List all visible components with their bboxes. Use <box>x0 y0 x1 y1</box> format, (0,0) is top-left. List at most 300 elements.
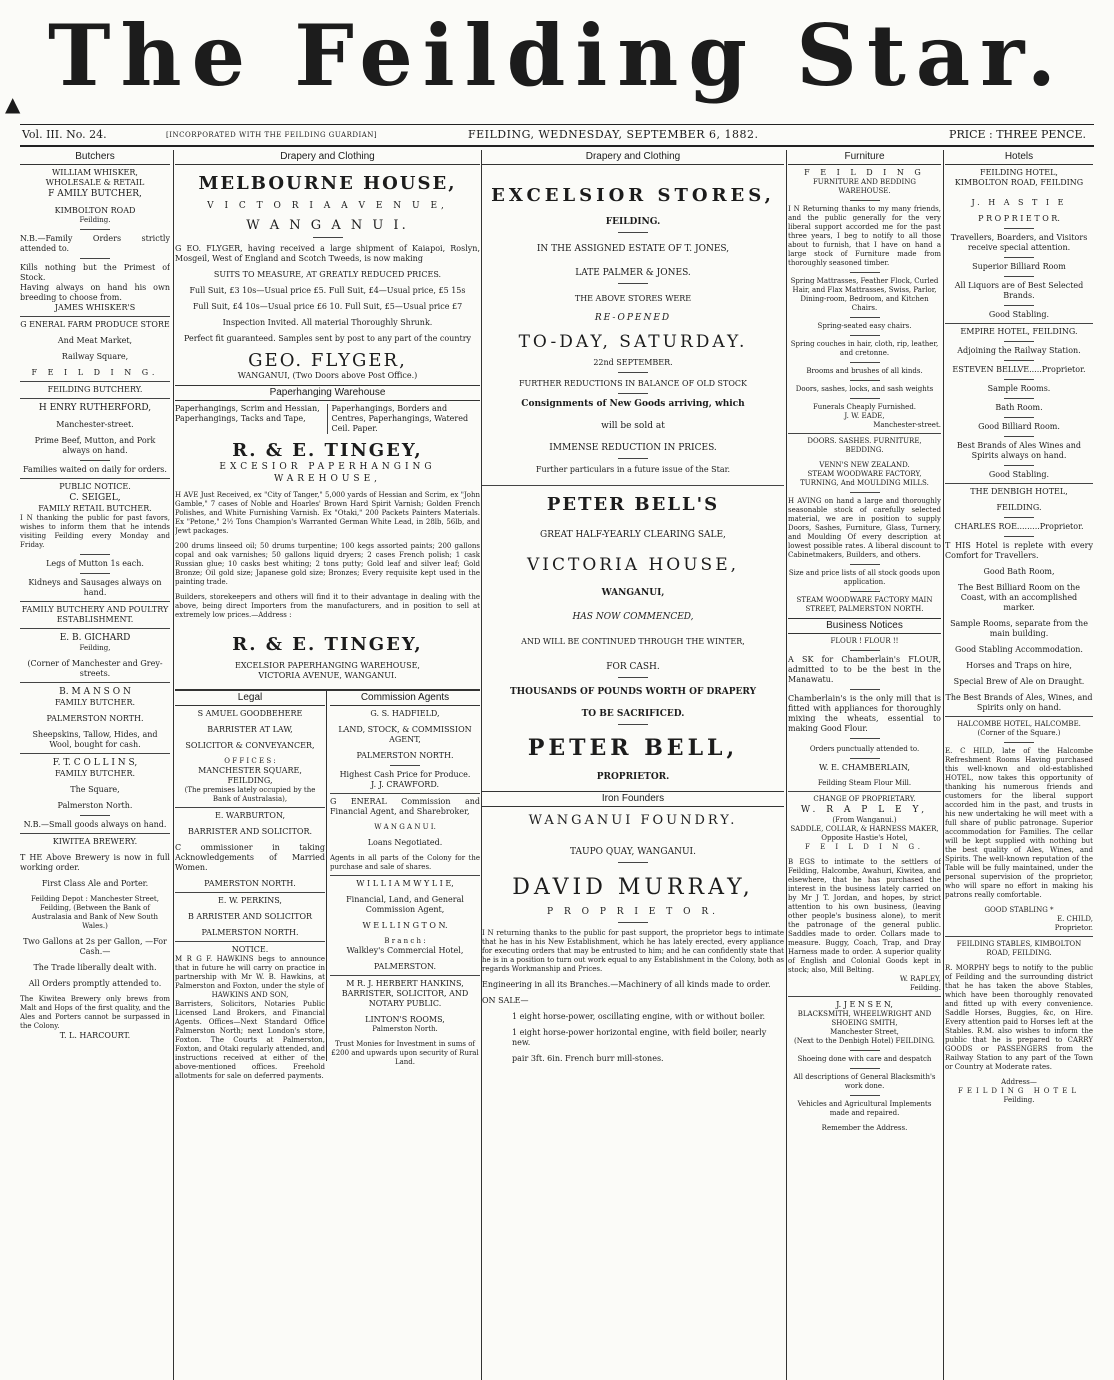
ad-line: F E I L D I N G. <box>804 843 925 851</box>
ad-line: Highest Cash Price for Produce. <box>339 770 471 779</box>
ad-line: The Kiwitea Brewery only brews from Malt and Hops of the first quality, and the Ales and Porters cannot be surpassed in the Colony. <box>20 995 170 1030</box>
ad-line: Good Billiard Room. <box>978 422 1060 431</box>
ad-line: LAND, STOCK, & COMMISSION AGENT, <box>338 725 472 744</box>
divider <box>1004 465 1034 466</box>
ad-line: WILLIAM WHISKER, <box>52 168 138 177</box>
ad-line: E. B. GICHARD <box>59 633 131 643</box>
ad-line: HAS NOW COMMENCED, <box>572 612 694 622</box>
divider <box>20 478 170 479</box>
ad-line: GOOD STABLING * <box>984 906 1054 914</box>
ad-line: WANGANUI, <box>601 588 665 598</box>
ad-line: Spring-seated easy chairs. <box>817 322 912 330</box>
ad-line: Orders punctually attended to. <box>809 745 920 753</box>
ad-line: Spring Mattrasses, Feather Flock, Curled Hair, and Flax Mattrasses, Swiss, Parlor, Dining-room, Bedroom, and Kitchen Chairs. <box>790 277 939 312</box>
ad-line: Sample Rooms, separate from the main building. <box>950 619 1088 638</box>
ad-line: CHARLES ROE.........Proprietor. <box>954 522 1084 531</box>
ad-line: J. W. EADE, <box>844 412 885 420</box>
section-heading: Drapery and Clothing <box>175 150 480 165</box>
ad-line: HALCOMBE HOTEL, HALCOMBE. <box>957 720 1081 728</box>
corner-mark-icon: ▲ <box>5 92 21 116</box>
ad-line: THE DENBIGH HOTEL, <box>970 487 1068 496</box>
ad-line: First Class Ale and Porter. <box>41 879 149 888</box>
ad-line: Remember the Address. <box>821 1124 908 1132</box>
ad-line: FURNITURE AND BEDDING WAREHOUSE. <box>812 178 917 195</box>
column-divider <box>786 150 787 1380</box>
ad-line: W A N G A N U I. <box>246 218 409 233</box>
divider <box>20 753 170 754</box>
ad-line: VICTORIA HOUSE, <box>526 555 740 575</box>
ad-line: Adjoining the Railway Station. <box>957 346 1081 355</box>
divider <box>20 398 170 399</box>
ad-title: WANGANUI FOUNDRY. <box>528 813 738 828</box>
ad-line: BARRISTER AND SOLICITOR. <box>187 827 313 836</box>
divider <box>390 765 420 766</box>
ad-text: Chamberlain's is the only mill that is fitted with appliances for thoroughly mixing the wheats, essential to making Good Flour. <box>788 694 941 733</box>
ad-title: MELBOURNE HOUSE, <box>198 173 457 194</box>
ad-line: FURTHER REDUCTIONS IN BALANCE OF OLD STOCK <box>518 379 748 388</box>
ad-line: G. S. HADFIELD, <box>370 709 440 718</box>
ad-line: All descriptions of General Blacksmith's work done. <box>793 1073 936 1090</box>
column-furniture <box>788 150 941 1380</box>
ad-line: E. CHILD, <box>1056 915 1093 923</box>
ad-line: Consignments of New Goods arriving, which <box>521 399 745 409</box>
ad-line: LATE PALMER & JONES. <box>575 268 691 278</box>
ad-title: GEO. FLYGER, <box>248 350 407 371</box>
ad-title: PETER BELL, <box>527 735 739 761</box>
ad-line: Sheepskins, Tallow, Hides, and Wool, bought for cash. <box>32 730 158 749</box>
ad-text: 200 drums linseed oil; 50 drums turpentine; 100 kegs assorted paints; 200 gallons copal and oak varnishes; 50 gallons liquid dryers; 2 cases French polish; 1 cask Russian glue; 10 casks best whiting; 2 tons putty; Gold leaf and silver leaf; Gold Bronze; Oil gold size; Japanese gold size; Bronzes; Every requisite kept used in the painting trade. <box>175 542 480 586</box>
ad-line: Spring couches in hair, cloth, rip, leather, and cretonne. <box>790 340 939 357</box>
divider <box>80 460 110 461</box>
ad-line: AND WILL BE CONTINUED THROUGH THE WINTER, <box>521 637 745 646</box>
divider <box>945 716 1093 717</box>
ad-line: Kills nothing but the Primest of Stock. <box>20 263 170 282</box>
divider <box>330 793 480 794</box>
ad-line: HAWKINS AND SON, <box>211 991 289 999</box>
ad-line: LINTON'S ROOMS, <box>365 1015 445 1024</box>
ad-line: W. R A P L E Y, <box>800 805 929 815</box>
ad-line: The Best Billiard Room on the Coast, with an accomplished marker. <box>957 583 1080 612</box>
ad-line: (From Wanganui.) <box>832 816 897 824</box>
issue-date: FEILDING, WEDNESDAY, SEPTEMBER 6, 1882. <box>468 128 759 141</box>
ad-line: JAMES WHISKER'S <box>54 303 136 312</box>
ad-line: Feilding. <box>1003 1096 1035 1104</box>
ad-line: FAMILY BUTCHERY AND POULTRY ESTABLISHMENT. <box>21 605 169 624</box>
column-divider <box>943 150 944 1380</box>
ad-line: T. L. HARCOURT. <box>59 1031 131 1040</box>
ad-line: BARRISTER, SOLICITOR, AND NOTARY PUBLIC. <box>341 989 469 1008</box>
ad-line: Having always on hand his own breeding to choose from. <box>20 283 170 302</box>
ad-text: I N Returning thanks to my many friends, and the public generally for the very liberal support accorded me for the past three years, I beg to notify to all those about to furnish, that I have on hand a large stock of Furniture made from thoroughly seasoned timber. <box>788 205 941 267</box>
ad-line: Palmerston North. <box>372 1025 438 1033</box>
ad-line: Full Suit, £3 10s—Usual price £5. Full Suit, £4—Usual price, £5 15s <box>189 286 466 295</box>
ad-line: VICTORIA AVENUE, WANGANUI. <box>258 671 397 680</box>
ad-line: VENN'S NEW ZEALAND. <box>819 461 910 469</box>
ad-text: Barristers, Solicitors, Notaries Public Licensed Land Brokers, and Financial Agents. Offices—Next Standard Office Palmerston North; next London's store, Foxton. The Courts at Palmerston, Foxton, and Otaki regularly attended, and instructions received at either of the above-mentioned offices. Freehold allotments for sale on deferred payments. <box>175 1000 325 1080</box>
section-heading: Hotels <box>945 150 1093 165</box>
section-heading: Business Notices <box>788 618 941 634</box>
divider <box>788 791 941 792</box>
ad-line: RE-OPENED <box>594 313 672 323</box>
ad-line: Good Stabling Accommodation. <box>955 645 1083 654</box>
ad-line: G ENERAL Commission and Financial Agent, and Sharebroker, <box>330 797 480 816</box>
section-heading: Iron Founders <box>482 791 784 807</box>
ad-line: DOORS. SASHES. FURNITURE, BEDDING. <box>807 437 922 454</box>
ad-line: Vehicles and Agricultural Implements made and repaired. <box>797 1100 932 1117</box>
ad-line: FEILDING HOTEL, <box>980 168 1058 177</box>
divider <box>1004 379 1034 380</box>
column-divider <box>326 691 327 1061</box>
ad-line: Feilding, <box>79 644 111 652</box>
ad-line: BARRISTER AT LAW, <box>207 725 293 734</box>
ad-text: M R G F. HAWKINS begs to announce that in future he will carry on practice in partnership with Mr W. B. Hawkins, at Palmerston and Foxton, under the style of <box>175 955 325 990</box>
divider <box>618 724 648 725</box>
ad-line: F E I L D I N G. <box>31 368 159 377</box>
divider <box>1004 398 1034 399</box>
ad-line: Walkley's Commercial Hotel, <box>346 946 464 955</box>
ad-line: F E I L D I N G <box>804 168 925 177</box>
ad-text: R. MORPHY begs to notify to the public of Feilding and the surrounding district that he has taken the above Stables, which have been thoroughly renovated and fitted up with every convenience. Saddle Horses, Buggies, &c, on Hire. Every attention paid to Horses left at the Stables. R.M. also wishes to inform the public that he is prepared to CARRY GOODS or PASSENGERS from the Railway Station to any part of the Town or Country at Moderate rates. <box>945 964 1093 1071</box>
ad-line: FEILDING BUTCHERY. <box>47 385 143 394</box>
ad-line: Good Bath Room, <box>983 567 1055 576</box>
masthead <box>0 0 1114 116</box>
divider <box>618 283 648 284</box>
ad-line: Superior Billiard Room <box>972 262 1066 271</box>
ad-line: Feilding Steam Flour Mill. <box>817 779 912 787</box>
ad-line: J. J. CRAWFORD. <box>371 780 439 789</box>
ad-line: C. SEIGEL, <box>69 493 121 503</box>
ad-line: W E L L I N G T O N. <box>362 921 448 930</box>
ad-line: Feilding Depot : Manchester Street, Feilding, (Between the Bank of Australasia and Bank of New South Wales.) <box>31 895 159 930</box>
ad-line: GREAT HALF-YEARLY CLEARING SALE, <box>540 530 726 540</box>
divider <box>175 807 325 808</box>
ad-line: Feilding. <box>79 216 111 224</box>
ad-line: W I L L I A M W Y L I E, <box>356 879 454 888</box>
column-hotels <box>945 150 1093 1380</box>
ad-line: STEAM WOODWARE FACTORY MAIN STREET, PALMERSTON NORTH. <box>796 596 933 613</box>
divider <box>1004 257 1034 258</box>
divider <box>850 380 880 381</box>
ad-line: F. T. C O L L I N S, <box>52 758 138 768</box>
divider <box>1004 417 1034 418</box>
paperhanging-list <box>175 404 480 434</box>
price: PRICE : THREE PENCE. <box>949 128 1086 141</box>
divider <box>850 689 880 690</box>
ad-line: G ENERAL FARM PRODUCE STORE <box>20 320 170 329</box>
ad-line: Size and price lists of all stock goods upon application. <box>788 569 941 586</box>
divider <box>945 323 1093 324</box>
ad-line: Good Stabling. <box>988 310 1050 319</box>
ad-line: Brooms and brushes of all kinds. <box>806 367 923 375</box>
ad-line: KIMBOLTON ROAD <box>54 206 136 215</box>
divider <box>618 862 648 863</box>
ad-line: Palmerston North. <box>57 801 133 810</box>
section-heading: Drapery and Clothing <box>482 150 784 165</box>
ad-line: KIMBOLTON ROAD, FEILDING <box>954 178 1084 187</box>
ad-line: (Corner of Manchester and Grey-streets. <box>27 659 163 678</box>
divider <box>618 232 648 233</box>
divider <box>850 398 880 399</box>
ad-line: FOR CASH. <box>606 662 660 672</box>
ad-line: ESTEVEN BELLVE.....Proprietor. <box>952 365 1086 374</box>
divider <box>1004 517 1034 518</box>
ad-line: T HE Above Brewery is now in full working order. <box>20 853 170 872</box>
ad-line: TAUPO QUAY, WANGANUI. <box>570 847 696 857</box>
ad-line: E. WARBURTON, <box>215 811 285 820</box>
divider <box>1004 436 1034 437</box>
divider <box>850 564 880 565</box>
divider <box>1004 742 1034 743</box>
ad-line: All Liquors are of Best Selected Brands. <box>954 281 1084 300</box>
ad-line: N.B.—Family Orders strictly attended to. <box>20 234 170 253</box>
ad-line: FAMILY BUTCHER. <box>54 769 136 778</box>
ad-line: Families waited on daily for orders. <box>23 465 167 474</box>
ad-line: PALMERSTON. <box>373 962 437 971</box>
ad-line: H ENRY RUTHERFORD, <box>38 403 152 413</box>
ad-line: (Next to the Denbigh Hotel) FEILDING. <box>793 1037 936 1045</box>
ad-line: IN THE ASSIGNED ESTATE OF T. JONES, <box>536 244 730 254</box>
divider <box>20 628 170 629</box>
ad-line: Prime Beef, Mutton, and Pork always on hand. <box>34 436 156 455</box>
ad-line: STEAM WOODWARE FACTORY, TURNING, And MOULDING MILLS. <box>800 470 929 487</box>
divider <box>618 393 648 394</box>
ad-line: PALMERSTON NORTH. <box>356 751 454 760</box>
section-heading: Butchers <box>20 150 170 165</box>
ad-line: FLOUR ! FLOUR !! <box>830 637 899 645</box>
divider <box>788 996 941 997</box>
divider <box>482 485 784 486</box>
ad-line: 1 eight horse-power horizontal engine, with field boiler, nearly new. <box>512 1028 767 1047</box>
section-heading: Legal <box>175 691 325 706</box>
ad-text: T HIS Hotel is replete with every Comfort for Travellers. <box>945 541 1093 560</box>
ad-line: BLACKSMITH, WHEELWRIGHT AND SHOEING SMITH, <box>797 1010 932 1027</box>
ad-line: Good Stabling. <box>988 470 1050 479</box>
ad-title: DAVID MURRAY, <box>512 875 754 900</box>
ad-line: THOUSANDS OF POUNDS WORTH OF DRAPERY <box>509 687 756 697</box>
ad-line: Further particulars in a future issue of the Star. <box>535 465 731 474</box>
divider <box>175 941 325 942</box>
newspaper-title: The Feilding Star. <box>48 6 1066 105</box>
ad-line: Manchester-street. <box>56 420 134 429</box>
divider <box>850 591 880 592</box>
divider <box>80 258 110 259</box>
divider <box>330 975 480 976</box>
ad-line: All Orders promptly attended to. <box>28 979 162 988</box>
ad-line: Funerals Cheaply Furnished. <box>812 403 917 411</box>
ad-line: N.B.—Small goods always on hand. <box>23 820 167 829</box>
divider <box>80 229 110 230</box>
divider <box>618 677 648 678</box>
section-heading: Furniture <box>788 150 941 165</box>
ad-line: Inspection Invited. All material Thoroughly Shrunk. <box>222 318 433 327</box>
ad-line: Legs of Mutton 1s each. <box>46 559 144 568</box>
ad-line: Agents in all parts of the Colony for the purchase and sale of shares. <box>330 854 480 871</box>
ad-line: J. J E N S E N, <box>836 1000 893 1009</box>
divider <box>1004 360 1034 361</box>
ad-line: And Meat Market, <box>57 336 133 345</box>
ad-line: Manchester-street. <box>873 421 941 429</box>
divider <box>945 936 1093 937</box>
ad-line: Manchester Street, <box>830 1028 899 1036</box>
incorporated-note: [INCORPORATED WITH THE FEILDING GUARDIAN] <box>166 131 378 139</box>
divider <box>850 738 880 739</box>
ad-line: Travellers, Boarders, and Visitors receive special attention. <box>950 233 1088 252</box>
ad-line: WANGANUI, (Two Doors above Post Office.) <box>237 371 418 380</box>
divider <box>1004 228 1034 229</box>
ad-line: PALMERSTON NORTH. <box>201 928 299 937</box>
divider <box>850 335 880 336</box>
divider <box>850 317 880 318</box>
divider <box>330 875 480 876</box>
divider <box>850 758 880 759</box>
ad-line: THE ABOVE STORES WERE <box>574 294 692 303</box>
ad-title: R. & E. TINGEY, <box>232 440 423 461</box>
ad-text: E. C HILD, late of the Halcombe Refreshment Rooms Having purchased this well-known and old-established HOTEL, now takes this opportunity of thanking his numerous friends and customers for the liberal support accorded him in the past, and trusts in his new undertaking he will meet with a full share of public patronage. Superior accommodation for Families. The cellar will be kept supplied with nothing but the best quality of Ales, Wines, and Spirits. The well-known reputation of the Table will be fully maintained, under the personal supervision of the proprietor, who will spare no effort in making his patrons really comfortable. <box>945 747 1093 899</box>
ad-line: The Trade liberally dealt with. <box>33 963 157 972</box>
ad-line: (The premises lately occupied by the Bank of Australasia), <box>184 786 316 803</box>
ad-line: Address— <box>1001 1078 1037 1086</box>
ad-line: Sample Rooms. <box>987 384 1051 393</box>
divider <box>788 433 941 434</box>
divider <box>945 483 1093 484</box>
ad-line: TO-DAY, SATURDAY. <box>518 332 748 352</box>
divider <box>1004 276 1034 277</box>
ad-line: I N thanking the public for past favors, wishes to inform them that he intends visiting Feilding every Monday and Friday. <box>20 514 170 549</box>
ad-line: EXCELSIOR PAPERHANGING WAREHOUSE, <box>235 661 420 670</box>
ad-line: W. RAPLEY, <box>899 975 941 983</box>
ad-line: CHANGE OF PROPRIETARY. <box>813 795 916 803</box>
ad-line: Shoeing done with care and despatch <box>797 1055 932 1063</box>
divider <box>80 815 110 816</box>
ad-text: Builders, storekeepers and others will find it to their advantage in dealing with the above, being direct Importers from the manufacturers, and in position to sell at extremely low prices.—Address : <box>175 593 480 619</box>
ad-text: A SK for Chamberlain's FLOUR, admitted to to be the best in the Manawatu. <box>788 655 941 684</box>
ad-line: B. M A N S O N <box>59 687 131 697</box>
ad-line: Best Brands of Ales Wines and Spirits always on hand. <box>956 441 1082 460</box>
ad-line: Perfect fit guaranteed. Samples sent by post to any part of the country <box>183 334 472 343</box>
divider <box>618 922 648 923</box>
ad-title: PETER BELL'S <box>546 494 720 515</box>
ad-line: B ARRISTER AND SOLICITOR <box>187 912 313 921</box>
ad-line: M R. J. HERBERT HANKINS, <box>346 979 464 988</box>
divider <box>80 554 110 555</box>
ad-line: NOTICE. <box>231 945 269 954</box>
divider <box>850 1068 880 1069</box>
ad-text: H AVE Just Received, ex "City of Tanger," 5,000 yards of Hessian and Scrim, ex "John Gamble," 7 cases of Noble and Hoarles' Brown Hard Spirit Varnish; Golden French Polishes, and White Furnishing Varnish. Ex "Otaki," 200 Packets Painters Materials. Ex "Petone," 2½ Tons Champion's Warranted German White Lead, in 28lb, 56lb, and Jewt packages. <box>175 491 480 535</box>
ad-line: FEILDING HOTEL <box>958 1087 1080 1095</box>
ad-line: The Square, <box>70 785 120 794</box>
dateline <box>20 124 1094 147</box>
divider <box>850 1050 880 1051</box>
ad-line: Kidneys and Sausages always on hand. <box>28 578 162 597</box>
ad-line: Horses and Traps on hire, <box>966 661 1072 670</box>
divider <box>20 833 170 834</box>
ad-line: W. E. CHAMBERLAIN, <box>819 763 910 772</box>
ad-line: PROPRIETOR. <box>596 772 670 782</box>
ad-line: MANCHESTER SQUARE, FEILDING, <box>198 766 302 785</box>
ad-line: SADDLE, COLLAR, & HARNESS MAKER, <box>790 825 939 833</box>
ad-line: S AMUEL GOODBEHERE <box>197 709 303 718</box>
ad-line: Special Brew of Ale on Draught. <box>953 677 1085 686</box>
legal-commission-section <box>175 689 480 1080</box>
ad-line: Financial, Land, and General Commission Agent, <box>346 895 464 914</box>
ad-line: 1 eight horse-power, oscillating engine, with or without boiler. <box>512 1012 766 1021</box>
ad-line: Full Suit, £4 10s—Usual price £6 10. Full Suit, £5—Usual price £7 <box>192 302 463 311</box>
volume-number: Vol. III. No. 24. <box>22 128 107 141</box>
ad-line: PAMERSTON NORTH. <box>204 879 296 888</box>
ad-line: FEILDING. <box>605 217 661 227</box>
ad-line: FEILDING STABLES, KIMBOLTON ROAD, FEILDING. <box>956 940 1082 957</box>
ad-line: P R O P R I E T O R. <box>547 907 719 917</box>
ad-text: B EGS to intimate to the settlers of Feilding, Halcombe, Awahuri, Kiwitea, and elsewhere, that he has purchased the interest in the business lately carried on by Mr J T. Jordan, and hopes, by strict attention to his own business, (leaving other people's business alone), to merit the patronage of the general public. Saddles made to order. Collars made to measure. Buggy, Coach, Trap, and Dray Harness made to order. A superior quality of English and Colonial Goods kept in stock; also, Mill Belting. <box>788 858 941 974</box>
ad-line: FEILDING. <box>996 503 1042 512</box>
divider <box>20 601 170 602</box>
ad-line: Paperhangings, Scrim and Hessian, Paperhangings, Tacks and Tape, <box>175 404 328 434</box>
ad-line: B r a n c h : <box>384 937 426 945</box>
ad-line: WHOLESALE & RETAIL <box>45 178 145 187</box>
column-drapery-legal <box>175 150 480 1380</box>
ad-line: The Best Brands of Ales, Wines, and Spirits only on hand. <box>945 693 1093 712</box>
ad-text: I N returning thanks to the public for past support, the proprietor begs to intimate that he has in his New Establishment, which he has lately erected, every appliance for executing orders that may be entrusted to him; and he can confidently state that he is in a position to turn out work equal to any Establishment in the Colony, both as regards Workmanship and Prices. <box>482 929 784 973</box>
ad-line: Loans Negotiated. <box>367 838 443 847</box>
ad-line: P R O P R I E T O R. <box>978 214 1060 223</box>
ad-line: E. W. PERKINS, <box>218 896 282 905</box>
ad-line: KIWITEA BREWERY. <box>52 837 138 846</box>
ad-line: Two Gallons at 2s per Gallon, —For Cash.— <box>23 937 167 956</box>
ad-line: EMPIRE HOTEL, FEILDING. <box>960 327 1078 336</box>
ad-title: EXCELSIOR STORES, <box>491 185 775 206</box>
divider <box>1004 341 1034 342</box>
divider <box>618 372 648 373</box>
divider <box>1004 305 1034 306</box>
divider <box>20 381 170 382</box>
ad-line: Railway Square, <box>61 352 129 361</box>
divider <box>850 272 880 273</box>
divider <box>175 892 325 893</box>
ad-line: Trust Monies for Investment in sums of £200 and upwards upon security of Rural Land. <box>331 1040 479 1066</box>
column-butchers <box>20 150 170 1380</box>
divider <box>20 316 170 317</box>
divider <box>850 1095 880 1096</box>
ad-line: EXCESIOR PAPERHANGING WAREHOUSE, <box>219 462 436 484</box>
divider <box>313 237 343 238</box>
ad-line: Opposite Hastie's Hotel, <box>821 834 908 842</box>
ad-line: Feilding. <box>909 984 941 992</box>
divider <box>20 682 170 683</box>
ad-line: Engineering in all its Branches.—Machinery of all kinds made to order. <box>482 980 771 989</box>
ad-line: FAMILY BUTCHER. <box>54 698 136 707</box>
ad-line: (Corner of the Square.) <box>977 729 1061 737</box>
ad-line: F AMILY BUTCHER, <box>48 189 142 199</box>
ad-line: ON SALE— <box>482 996 529 1005</box>
ad-line: W A N G A N U I. <box>374 823 436 831</box>
divider <box>850 650 880 651</box>
ad-title: R. & E. TINGEY, <box>232 634 423 655</box>
section-heading: Commission Agents <box>330 691 480 706</box>
ad-line: PALMERSTON NORTH. <box>46 714 144 723</box>
ad-line: SUITS TO MEASURE, AT GREATLY REDUCED PRICES. <box>213 270 442 279</box>
ad-line: FAMILY RETAIL BUTCHER. <box>38 504 152 513</box>
column-divider <box>173 150 174 1380</box>
ad-line: pair 3ft. 6in. French burr mill-stones. <box>512 1054 664 1063</box>
ad-line: Paperhangings, Borders and Centres, Paperhangings, Watered Ceil. Paper. <box>331 404 469 433</box>
ad-line: O F F I C E S : <box>224 757 276 765</box>
divider <box>850 492 880 493</box>
ad-line: V I C T O R I A A V E N U E, <box>207 201 448 211</box>
divider <box>1004 536 1034 537</box>
ad-line: 22nd SEPTEMBER. <box>593 358 673 367</box>
ad-line: C ommissioner in taking Acknowledgements of Married Women. <box>175 843 325 872</box>
ad-text: G EO. FLYGER, having received a large shipment of Kaiapoi, Roslyn, Mosgeil, West of England and Scotch Tweeds, is now making <box>175 244 480 263</box>
